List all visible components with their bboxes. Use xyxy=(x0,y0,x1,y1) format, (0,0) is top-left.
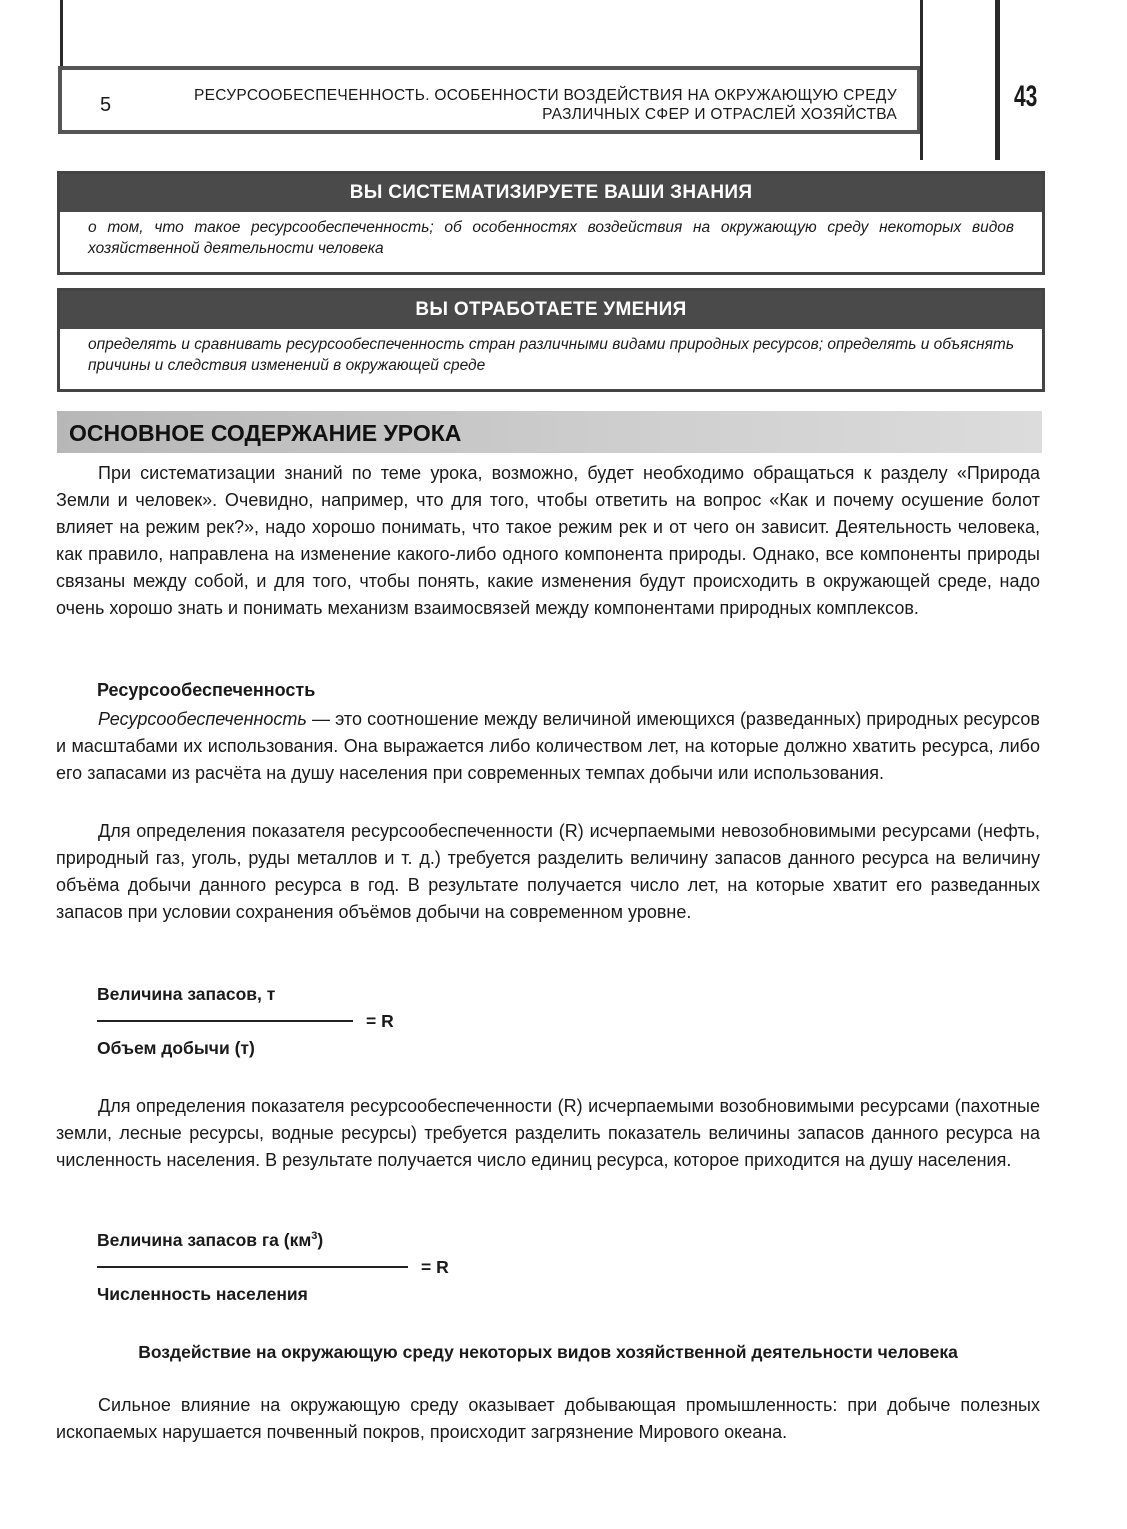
goal-heading-knowledge: ВЫ СИСТЕМАТИЗИРУЕТЕ ВАШИ ЗНАНИЯ xyxy=(60,174,1042,212)
impact-paragraph: Сильное влияние на окружающую среду оказывает добывающая промышленность: при добыче полезных ископаемых нарушается почвенный покров, происходит загрязнение Мирового океана. xyxy=(56,1395,1040,1442)
intro-paragraph: При систематизации знаний по теме урока, возможно, будет необходимо обращаться к разделу «Природа Земли и человек». Очевидно, например, что для того, чтобы ответить на вопрос «Как и почему осушение болот влияет на режим рек?», надо хорошо понимать, что такое режим рек и от чего он зависит. Деятельность человека, как правило, направлена на изменение какого-либо одного компонента природы. Однако, все компоненты природы связаны между собой, и для того, чтобы понять, какие изменения будут происходить в окружающей среде, надо очень хорошо знать и понимать механизм взаимосвязей между компонентами природных комплексов. xyxy=(56,463,1040,618)
definition-paragraph xyxy=(56,706,1040,787)
goal-box-skills xyxy=(57,288,1045,392)
chapter-header xyxy=(58,66,920,134)
definition-term: Ресурсообеспеченность xyxy=(98,709,307,729)
formula1-fraction-line xyxy=(97,1020,353,1022)
renewable-paragraph: Для определения показателя ресурсообеспеченности (R) исчерпаемыми возобновимыми ресурсами (пахотные земли, лесные ресурсы, водные ресурсы) требуется разделить показатель величины запасов данного ресурса на численность населения. В результате получается число единиц ресурса, которое приходится на душу населения. xyxy=(56,1096,1040,1170)
formula1-numerator: Величина запасов, т xyxy=(97,984,276,1004)
formula2-denominator: Численность населения xyxy=(97,1284,308,1304)
impact-heading: Воздействие на окружающую среду некоторых видов хозяйственной деятельности человека xyxy=(138,1342,958,1362)
goal-box-knowledge xyxy=(57,171,1045,275)
chapter-title: РЕСУРСООБЕСПЕЧЕННОСТЬ. ОСОБЕННОСТИ ВОЗДЕЙСТВИЯ НА ОКРУЖАЮЩУЮ СРЕДУ РАЗЛИЧНЫХ СФЕР И ОТРАСЛЕЙ ХОЗЯЙСТВА xyxy=(193,87,897,123)
chapter-number: 5 xyxy=(100,94,112,116)
formula1-result: = R xyxy=(366,1011,394,1031)
formula2-numerator-sup: 3 xyxy=(311,1230,318,1243)
definition-text: — это соотношение между величиной имеющихся (разведанных) природных ресурсов и масштабами их использования. Она выражается либо количеством лет, на которые должно хватить ресурса, либо его запасами из расчёта на душу населения при современных темпах добычи или использования. xyxy=(56,709,1040,783)
frame-line-middle xyxy=(920,0,923,160)
formula2-fraction-line xyxy=(97,1266,408,1268)
formula1-denominator: Объем добычи (т) xyxy=(97,1038,255,1058)
formula2-numerator xyxy=(97,1230,323,1251)
nonrenewable-paragraph: Для определения показателя ресурсообеспеченности (R) исчерпаемыми невозобновимыми ресурсами (нефть, природный газ, уголь, руды металлов и т. д.) требуется разделить величину запасов данного ресурса на величину объёма добычи данного ресурса в год. В результате получается число лет, на которые хватит его разведанных запасов при условии сохранения объёмов добычи на современном уровне. xyxy=(56,821,1040,922)
goal-text-skills: определять и сравнивать ресурсообеспеченность стран различными видами природных ресурсов; определять и объяснять причины и следствия изменений в окружающей среде xyxy=(88,336,1014,374)
formula2-numerator-close: ) xyxy=(317,1230,324,1250)
formula2-result: = R xyxy=(421,1257,449,1277)
page-number: 43 xyxy=(1014,80,1038,113)
frame-line-left xyxy=(60,0,63,68)
formula2-numerator-text: Величина запасов га (км xyxy=(97,1230,312,1250)
goal-heading-skills: ВЫ ОТРАБОТАЕТЕ УМЕНИЯ xyxy=(60,291,1042,329)
goal-text-knowledge: о том, что такое ресурсообеспеченность; об особенностях воздействия на окружающую среду некоторых видов хозяйственной деятельности человека xyxy=(88,219,1014,257)
main-heading: ОСНОВНОЕ СОДЕРЖАНИЕ УРОКА xyxy=(69,420,462,446)
resource-heading: Ресурсообеспеченность xyxy=(97,680,316,700)
frame-line-right xyxy=(995,0,1000,160)
main-heading-bar xyxy=(57,411,1042,453)
